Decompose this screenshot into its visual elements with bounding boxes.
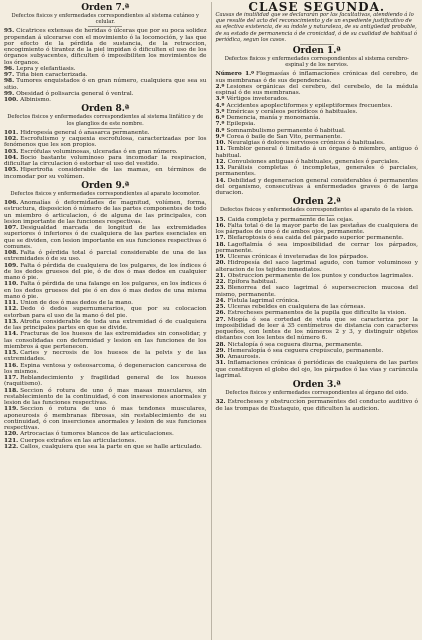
article-text: Escrófulas voluminosas, ulceradas ó en gran número. (20, 148, 178, 155)
order-heading: Orden 1.ª (292, 46, 341, 57)
article-number: 7.º (215, 121, 225, 128)
article-item (215, 285, 418, 298)
article-number: 24. (215, 297, 226, 304)
article-number: 107. (4, 225, 19, 232)
article-number: 32. (215, 399, 226, 406)
article-text: Falta ó pérdida total ó parcial considerable de una de las extremidades ó de su uso. (4, 250, 207, 263)
article-number: 118. (4, 387, 19, 394)
article-text: Union de dos ó mas dedos de la mano. (20, 300, 133, 307)
article-text: Epífora habitual. (227, 279, 278, 286)
article-text: Caries y necrosis de los huesos de la pelvis y de las extremidades. (4, 350, 207, 363)
article-number: 108. (4, 250, 19, 257)
article-text: Amaurosis. (227, 354, 261, 361)
article-item (4, 250, 207, 263)
article-text: Desigualdad marcada de longitud de las extremidades superiores ó inferiores ó de cualquiera de las partes esenciales en que se dividen, con lesion importante en sus funciones respectivas ó comunes. (4, 225, 207, 250)
article-text: Hipertrofia considerable de las mamas, en términos de incomodar por su volúmen. (4, 167, 207, 180)
article-number: Número 1.º (215, 71, 255, 78)
article-text: Estrecheses y obstruccion permanentes del conducto auditivo ó de las trompas de Eustaquio, que dificulten la audicion. (215, 399, 418, 412)
left-column (4, 2, 207, 640)
article-text: Nictalopía ó sea ceguera diurna, permanente. (227, 341, 363, 348)
article-item (215, 242, 418, 255)
article-item (215, 260, 418, 273)
article-number: 113. (4, 318, 19, 325)
article-text: Debilidad y degeneracion general considerables ó permanentes del organismo, consecutivas á enfermedades graves ó de larga duracion. (215, 177, 418, 197)
article-number: 117. (4, 375, 19, 382)
article-text: Falta ó pérdida de cualquiera de los pulgares, de los índices ó de los dedos gruesos del pie, ó de dos ó mas dedos en cualquier mano ó pie. (4, 262, 207, 282)
article-text: Bocio bastante voluminoso para incomodar la respiracion, dificultar la circulacion ó estorbar el uso del vestido. (4, 154, 207, 168)
article-number: 96. (4, 65, 15, 72)
article-text: Estrecheses permanentes de la pupila que dificulte la vision. (227, 310, 407, 317)
article-text: Corea ó baile de San Vito, permanente. (226, 133, 343, 140)
article-text: Lagoftalmía ó sea imposibilidad de cerrar los párpados, permanente. (215, 241, 418, 254)
article-number: 11. (215, 146, 226, 153)
article-number: 97. (4, 72, 15, 79)
article-number: 109. (4, 262, 19, 269)
section-rule (300, 215, 334, 216)
order-subtitle: Causas de inutilidad que se declararán por las facultativas, atendiendo á lo que resulte del acto del reconocimiento y de un expediente justificativo de su efectiva existencia, de su índole y naturaleza, de su antigüedad probable, de su estado de permanencia ó de cronicidad, ó de su cualidad de habitual ó periódica, segun los casos. (215, 12, 417, 43)
article-text: Anomalías ó deformidades de magnitud, volúmen, forma, estructura, disposicion ó número de las partes componentes de todo un miembro ó articulacion, ó de alguna de las principales, con lesion importante de las funciones respectivas. (4, 200, 207, 225)
article-number: 122. (4, 443, 19, 450)
article-text: Obesidad ó polisarcia general ó ventral. (16, 90, 134, 97)
order-subtitle: Defectos fisicos y enfermedades correspondientes al aparato de la vision. (219, 207, 414, 214)
article-text: Seccion ó rotura de uno ó mas tendones musculares, aponeurosis ó membranas fibrosas, sin restablecimiento de su continuidad, ó con inserciones anormales y lesion de sus funciones respectivas. (4, 406, 207, 432)
article-text: Reblandecimiento y fragilidad general de los huesos (raquitismo). (4, 375, 207, 388)
article-number: 9.º (215, 133, 225, 140)
article-number: 121. (4, 437, 19, 444)
article-text: Lesiones orgánicas del cerebro, del cerebelo, de la médula espinal ó de sus membranas. (215, 83, 418, 97)
article-text: Somnambulismo permanente ó habitual. (226, 127, 346, 134)
order-subtitle: Defectos fisicos y enfermedades correspondientes al sistema linfático y de los glanglios de este nombre. (7, 114, 204, 127)
article-number: 100. (4, 97, 19, 104)
article-number: 18. (215, 241, 226, 248)
article-text: Vértigos inveterados. (226, 96, 289, 103)
order-heading: Orden 9.ª (81, 180, 130, 191)
article-item (4, 167, 207, 180)
article-text: Artrocacias ó tumores blancos de las articulaciones. (20, 431, 174, 438)
article-number: 20. (215, 260, 226, 267)
article-item (215, 360, 418, 379)
article-number: 21. (215, 272, 226, 279)
article-number: 13. (215, 165, 226, 172)
article-number: 16. (215, 222, 226, 229)
article-item (4, 444, 207, 450)
article-text: Tiña bien caracterizada. (16, 72, 88, 79)
article-item (215, 317, 418, 342)
article-item (4, 155, 207, 168)
section-rule (300, 69, 334, 70)
class-heading: CLASE SEGUNDA. (248, 2, 386, 14)
article-item (4, 350, 207, 363)
article-item (4, 136, 207, 149)
article-number: 95. (4, 28, 15, 35)
article-item (215, 84, 418, 97)
column-divider (211, 2, 212, 640)
article-number: 15. (215, 216, 226, 223)
article-number: 112. (4, 306, 19, 313)
article-number: 30. (215, 354, 226, 361)
article-text: Epilepsia. (226, 121, 256, 128)
article-number: 114. (4, 331, 19, 338)
article-number: 14. (215, 177, 226, 184)
order-heading: Orden 2.ª (292, 197, 341, 208)
article-number: 101. (4, 129, 19, 136)
article-item (4, 406, 207, 431)
article-number: 120. (4, 431, 19, 438)
order-subtitle: Defectos fisicos y enfermedades correspondientes al órgano del oido. (225, 390, 409, 397)
section-rule (88, 128, 122, 129)
article-text: Hidropesía general ó anasarca permanente. (20, 129, 150, 136)
article-number: 116. (4, 362, 19, 369)
article-item (215, 71, 418, 84)
article-text: Espina ventosa y osteosarcoma, ó degeneracion cancerosa de los mismos. (4, 362, 207, 375)
article-number: 98. (4, 78, 15, 85)
article-item (215, 165, 418, 178)
article-text: Albinismo. (20, 97, 52, 104)
order-heading: Orden 8.ª (81, 104, 130, 115)
article-text: Blefaroptosis ó sea caida del párpado superior permanente. (227, 235, 404, 242)
article-text: Fracturas de los huesos de las extremidades sin consolidar, y las consolidadas con deformidad y lesion en las funciones de los miembros á que pertenecen. (4, 331, 207, 350)
article-number: 4.º (215, 102, 225, 109)
right-column (215, 2, 418, 640)
article-text: Eméricas y ceráleos periódicos ó habituales. (226, 108, 358, 115)
order-subtitle: Defectos fisicos y enfermedades correspondientes al sistema cerebro-espinal y de los nervios. (224, 56, 409, 69)
article-number: 2.º (215, 83, 225, 90)
article-number: 102. (4, 136, 19, 143)
section-rule (88, 198, 122, 199)
article-item (215, 223, 418, 236)
article-text: Cicatrices extensas de heridas ó úlceras que por su poca solidez propendan á ulcerarse con el movimiento ó la locomoción, y las que por efecto de la pérdida de sustancia, de la retraccion, encogimiento ó tirantez de la piel impidan ó dificulten el uso de los órganos subyacentes, dificulten ó imposibiliten los movimientos de los órganos. (4, 28, 207, 66)
article-text: Flegmasías ó inflamaciones crónicas del cerebro, de sus membranas ó de sus dependencias. (215, 71, 418, 84)
article-number: 26. (215, 310, 226, 317)
article-number: 3.º (215, 96, 225, 103)
article-text: Obstruccion permanente de los puntos y conductos lagrimales. (227, 272, 414, 279)
article-text: Dedo ó dedos supernumerarios, que por su colocacion estorban para el uso de la mano ó del pie. (4, 306, 207, 319)
article-text: Ulceras crónicas é inveteradas de los párpados. (227, 254, 369, 261)
article-text: Neuralgias ó dolores nerviosos crónicos ó habituales. (227, 140, 385, 147)
article-item (4, 388, 207, 407)
article-text: Seccion ó rotura de uno ó mas masas musculares, sin restablecimiento de la continuidad, ó con inseresiones anormales y lesion de las funciones respectivas. (4, 387, 207, 407)
order-subtitle: Defectos fisicos y enfermedades correspondientes al aparato locomotor. (10, 190, 201, 197)
article-number: 119. (4, 406, 19, 413)
article-number: 12. (215, 158, 226, 165)
article-number: 115. (4, 350, 19, 357)
section-rule (88, 26, 122, 27)
article-number: 103. (4, 148, 19, 155)
article-item (4, 319, 207, 332)
article-item (215, 399, 418, 412)
article-number: 105. (4, 167, 19, 174)
article-text: Ulceras rebeldes en cualquiera de las córneas. (227, 304, 366, 311)
article-item (4, 225, 207, 250)
article-number: 29. (215, 347, 226, 354)
article-number: 110. (4, 281, 19, 288)
article-text: Hidropesía del saco lagrimal agudo, con tumor voluminoso y alteracion de los tejidos inmediatos. (215, 260, 418, 273)
article-number: 27. (215, 316, 226, 323)
article-item (4, 78, 207, 91)
article-text: Fístula lagrimal crónica. (227, 297, 300, 304)
article-number: 106. (4, 200, 19, 207)
article-number: 22. (215, 279, 226, 286)
article-text: Tumores enquistados ó en gran número, cualquiera que sea su sitio. (4, 78, 207, 91)
article-text: Demencia, manía y monomanía. (226, 115, 321, 122)
article-item (4, 331, 207, 350)
section-rule (300, 397, 334, 398)
article-text: Lepra y elefantiasis. (16, 65, 76, 72)
article-number: 25. (215, 304, 226, 311)
article-item (4, 263, 207, 282)
article-number: 99. (4, 90, 15, 97)
article-text: Hemeralopía ó sea ceguera crepúsculo, permanente. (227, 347, 384, 354)
article-item (4, 363, 207, 376)
article-text: Atrofia considerable de toda una extremidad ó de cualquiera de las principales partes en que se divide. (4, 318, 207, 332)
article-text: Cuerpos extraños en las articulaciones. (20, 437, 137, 444)
two-column-layout (4, 2, 418, 640)
article-number: 28. (215, 341, 226, 348)
article-number: 23. (215, 285, 226, 292)
article-text: Escrofulismo y caquexia escrofulosa, caracterizadas por los fenómenos que les son propios. (4, 136, 207, 149)
article-text: Miopía ó sea cortedad de vista que se caracteriza por la imposibilidad de leer á 35 centímetros de distancia con caracteres pequeños, con lentes de los números 2 y 3, y distinguir objetos distantes con los lentes del número 6. (215, 316, 418, 342)
article-item (4, 281, 207, 300)
article-item (4, 306, 207, 319)
article-text: Inflamaciones crónicas ó periódicas de cualquiera de las partes que constituyen el globo del ojo, los párpados ó las vias y carúncula lagrimal. (215, 360, 418, 379)
order-subtitle: Defectos fisicos y enfermedades correspondientes al sistema cutáneo y celular. (11, 13, 199, 26)
article-number: 6.º (215, 115, 225, 122)
article-text: Falta ó pérdida de una falange en los pulgares, en los índices ó en los dedos gruesos del pie ó en dos ó mas dedos de una misma mano ó pie. (4, 281, 207, 300)
article-number: 5.º (215, 108, 225, 115)
article-text: Convulsiones antiguas ó habituales, generales ó parciales. (227, 158, 400, 165)
article-text: Accidentes apoplectiformes y epileptiformes frecuentes. (226, 102, 393, 109)
article-item (215, 146, 418, 159)
article-item (215, 178, 418, 197)
article-number: 17. (215, 235, 226, 242)
order-heading: Orden 3.ª (292, 380, 341, 391)
article-number: 104. (4, 154, 19, 161)
article-item (4, 375, 207, 388)
article-item (4, 28, 207, 66)
article-text: Blenorrea del saco lagrimal ó supersecrecion mucosa del mismo, permanente. (215, 285, 418, 298)
article-text: Temblor general ó limitado á un órgano ó miembro, antiguo ó habitual. (215, 146, 418, 159)
article-number: 8.º (215, 127, 225, 134)
section-rule (300, 44, 334, 45)
article-number: 31. (215, 360, 226, 367)
article-item (4, 97, 207, 103)
article-text: Parálisis completas ó incompletas, generales ó parciales, permanentes. (215, 165, 418, 178)
article-item (4, 200, 207, 225)
order-heading: Orden 7.ª (81, 3, 130, 13)
article-text: Falta total ó de la mayor parte de las pestañas de cualquiera de los párpados de uno ó de ambos ojos, permanente. (215, 222, 418, 236)
article-text: Callos, cualquiera que sea la parte en que se halle articulado. (20, 443, 202, 450)
article-text: Caida completa y permanente de las cejas. (227, 216, 354, 223)
article-number: 111. (4, 300, 19, 307)
article-number: 10. (215, 140, 226, 147)
article-number: 19. (215, 254, 226, 261)
